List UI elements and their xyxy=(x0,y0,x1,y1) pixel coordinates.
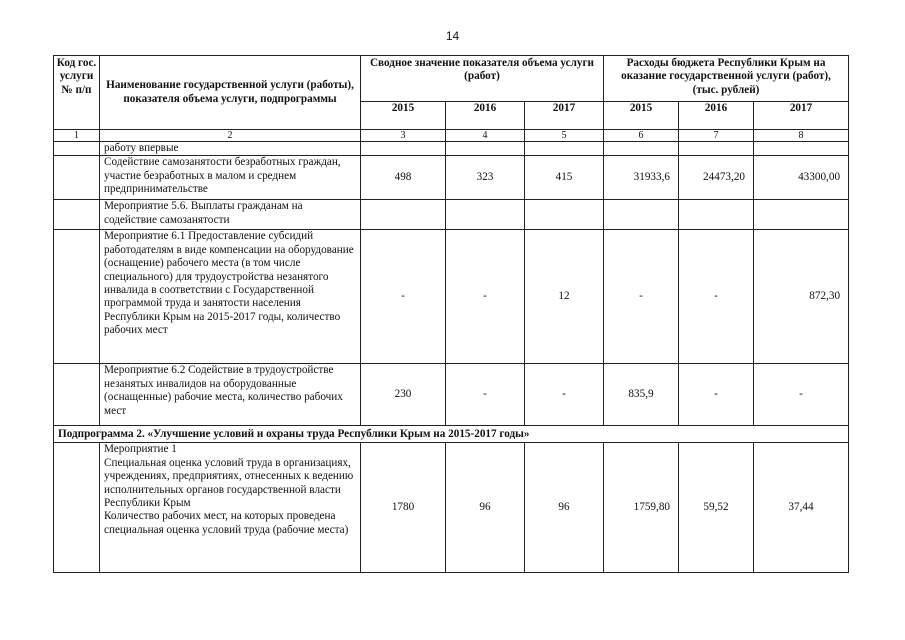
value-cell: - xyxy=(361,230,446,364)
value-cell: 96 xyxy=(525,443,604,573)
value-cell: - xyxy=(525,364,604,426)
value-cell: 498 xyxy=(361,156,446,200)
value-cell: 59,52 xyxy=(679,443,754,573)
row-name: Мероприятие 6.1 Предоставление субсидий работодателям в виде компенсации на оборудование (оснащение) рабочего места (в том числе специального) для трудоустройства незанятого инвалида в соответствии с Государственной программой труда и занятости населения Республики Крым на 2015-2017 годы, количество рабочих мест xyxy=(100,230,361,364)
value-cell: - xyxy=(679,364,754,426)
value-cell: 415 xyxy=(525,156,604,200)
value-cell: - xyxy=(754,364,849,426)
column-number: 6 xyxy=(604,130,679,142)
row-code xyxy=(54,142,100,156)
header-name: Наименование государственной услуги (работы), показателя объема услуги, подпрограммы xyxy=(100,56,361,130)
column-number: 8 xyxy=(754,130,849,142)
page-number: 14 xyxy=(445,29,460,43)
value-cell xyxy=(754,200,849,230)
value-cell xyxy=(604,200,679,230)
header-year: 2015 xyxy=(604,102,679,130)
header-code: Код гос. услуги № п/п xyxy=(54,56,100,130)
row-name: Мероприятие 6.2 Содействие в трудоустройстве незанятых инвалидов на оборудованные (оснащенные) рабочие места, количество рабочих мест xyxy=(100,364,361,426)
row-name: Содействие самозанятости безработных граждан, участие безработных в малом и среднем предпринимательстве xyxy=(100,156,361,200)
value-cell: 835,9 xyxy=(604,364,679,426)
value-cell: 96 xyxy=(446,443,525,573)
row-code xyxy=(54,156,100,200)
table-row xyxy=(54,364,849,426)
column-number: 1 xyxy=(54,130,100,142)
row-code xyxy=(54,200,100,230)
value-cell: 31933,6 xyxy=(604,156,679,200)
row-name xyxy=(100,443,361,573)
column-number: 4 xyxy=(446,130,525,142)
value-cell: - xyxy=(679,230,754,364)
value-cell: 230 xyxy=(361,364,446,426)
table-row xyxy=(54,156,849,200)
value-cell xyxy=(754,142,849,156)
value-cell xyxy=(679,200,754,230)
value-cell: 323 xyxy=(446,156,525,200)
row-name: работу впервые xyxy=(100,142,361,156)
subprogram-heading: Подпрограмма 2. «Улучшение условий и охраны труда Республики Крым на 2015-2017 годы» xyxy=(54,426,849,443)
value-cell xyxy=(446,200,525,230)
value-cell xyxy=(361,200,446,230)
value-cell xyxy=(446,142,525,156)
value-cell: - xyxy=(604,230,679,364)
value-cell: 12 xyxy=(525,230,604,364)
table-row xyxy=(54,230,849,364)
value-cell: 37,44 xyxy=(754,443,849,573)
row-name-line: Мероприятие 1 xyxy=(104,443,177,456)
value-cell: 872,30 xyxy=(754,230,849,364)
header-volume: Сводное значение показателя объема услуги (работ) xyxy=(361,56,604,102)
value-cell xyxy=(679,142,754,156)
row-name-line: Специальная оценка условий труда в организациях, учреждениях, предприятиях, отнесенных к ведению исполнительных органов государственной власти Республики Крым xyxy=(104,456,354,510)
row-code xyxy=(54,364,100,426)
budget-table xyxy=(53,55,849,573)
table-row xyxy=(54,200,849,230)
value-cell: 24473,20 xyxy=(679,156,754,200)
value-cell xyxy=(525,142,604,156)
column-number: 7 xyxy=(679,130,754,142)
row-code xyxy=(54,230,100,364)
header-year: 2015 xyxy=(361,102,446,130)
row-name-line: Количество рабочих мест, на которых проведена специальная оценка условий труда (рабочие места) xyxy=(104,510,349,536)
header-year: 2016 xyxy=(446,102,525,130)
value-cell: 1759,80 xyxy=(604,443,679,573)
header-budget: Расходы бюджета Республики Крым на оказание государственной услуги (работ), (тыс. рублей) xyxy=(604,56,849,102)
column-number: 5 xyxy=(525,130,604,142)
header-year: 2016 xyxy=(679,102,754,130)
value-cell: 43300,00 xyxy=(754,156,849,200)
row-code xyxy=(54,443,100,573)
value-cell: - xyxy=(446,230,525,364)
value-cell: - xyxy=(446,364,525,426)
row-name: Мероприятие 5.6. Выплаты гражданам на содействие самозанятости xyxy=(100,200,361,230)
header-year: 2017 xyxy=(754,102,849,130)
value-cell: 1780 xyxy=(361,443,446,573)
column-number: 3 xyxy=(361,130,446,142)
column-number: 2 xyxy=(100,130,361,142)
value-cell xyxy=(361,142,446,156)
table-row xyxy=(54,142,849,156)
header-year: 2017 xyxy=(525,102,604,130)
value-cell xyxy=(604,142,679,156)
table-row xyxy=(54,443,849,573)
value-cell xyxy=(525,200,604,230)
